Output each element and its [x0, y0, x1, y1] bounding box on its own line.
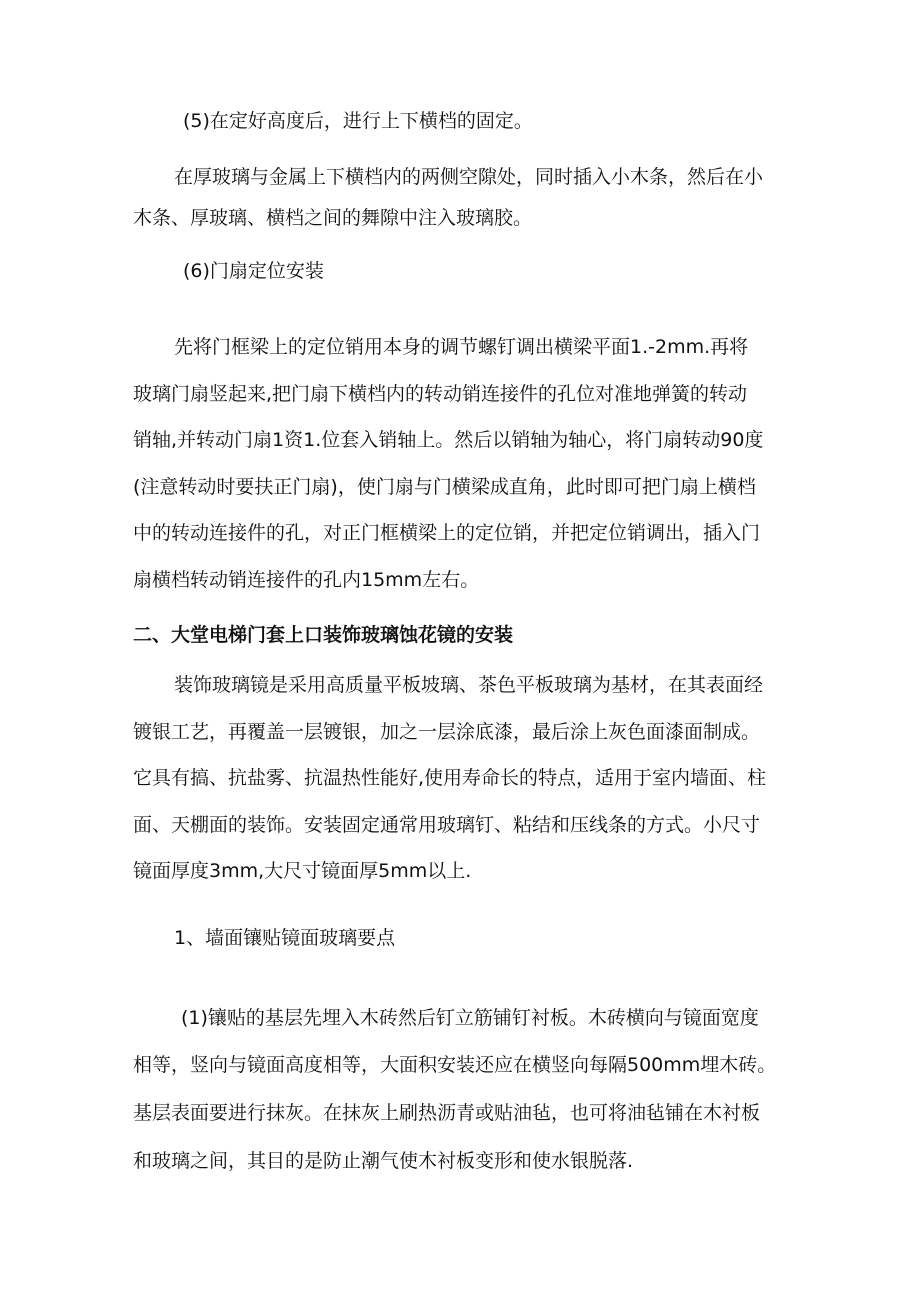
paragraph-step-5-body-line: 在厚玻璃与金属上下横档内的两侧空隙处，同时插入小木条，然后在小 [174, 166, 764, 188]
paragraph-step-5-title: (5)在定好高度后，进行上下横档的固定。 [183, 110, 533, 132]
mirror-description-line: 面、天棚面的装饰。安装固定通常用玻璃钉、粘结和压线条的方式。小尺寸 [133, 814, 761, 836]
paragraph-step-6-body-line: (注意转动时要扶正门扇)，使门扇与门横梁成直角，此时即可把门扇上横档 [133, 476, 756, 498]
section-heading: 二、大堂电梯门套上口装饰玻璃蚀花镜的安装 [133, 624, 514, 646]
mirror-description-line: 它具有搞、抗盐雾、抗温热性能好,使用寿命长的特点，适用于室内墙面、柱 [133, 767, 767, 789]
step-1-body-line: 和玻璃之间，其目的是防止潮气使木衬板变形和使水银脱落. [133, 1150, 634, 1172]
subsection-title: 1、墙面镶贴镜面玻璃要点 [174, 927, 396, 949]
paragraph-step-6-body-line: 销轴,并转动门扇1资1.位套入销轴上。然后以销轴为轴心，将门扇转动90度 [133, 429, 764, 451]
paragraph-step-6-title: (6)门扇定位安装 [183, 260, 324, 282]
paragraph-step-6-body-line: 扇横档转动销连接件的孔内15mm左右。 [133, 569, 480, 591]
paragraph-step-5-body-line: 木条、厚玻璃、横档之间的舞隙中注入玻璃胶。 [133, 207, 533, 229]
step-1-body-line: 基层表面要进行抹灰。在抹灰上刷热沥青或贴油毡，也可将油毡铺在木衬板 [133, 1102, 761, 1124]
paragraph-step-6-body-line: 先将门框梁上的定位销用本身的调节螺钉调出横梁平面1.-2mm.再将 [174, 336, 749, 358]
paragraph-step-6-body-line: 中的转动连接件的孔，对正门框横梁上的定位销，并把定位销调出，插入门 [133, 522, 761, 544]
mirror-description-line: 镀银工艺，再覆盖一层镀银，加之一层涂底漆，最后涂上灰色面漆面制成。 [133, 721, 761, 743]
step-1-body-line: (1)镶贴的基层先埋入木砖然后钉立筋铺钉衬板。木砖横向与镜面宽度 [181, 1007, 759, 1029]
step-1-body-line: 相等，竖向与镜面高度相等，大面积安装还应在横竖向每隔500mm埋木砖。 [133, 1054, 777, 1076]
mirror-description-line: 装饰玻璃镜是采用高质量平板坡璃、茶色平板玻璃为基材，在其表面经 [174, 674, 764, 696]
mirror-description-line: 镜面厚度3mm,大尺寸镜面厚5mm以上. [133, 860, 472, 882]
paragraph-step-6-body-line: 玻璃门扇竖起来,把门扇下横档内的转动销连接件的孔位对准地弹簧的转动 [133, 383, 748, 405]
